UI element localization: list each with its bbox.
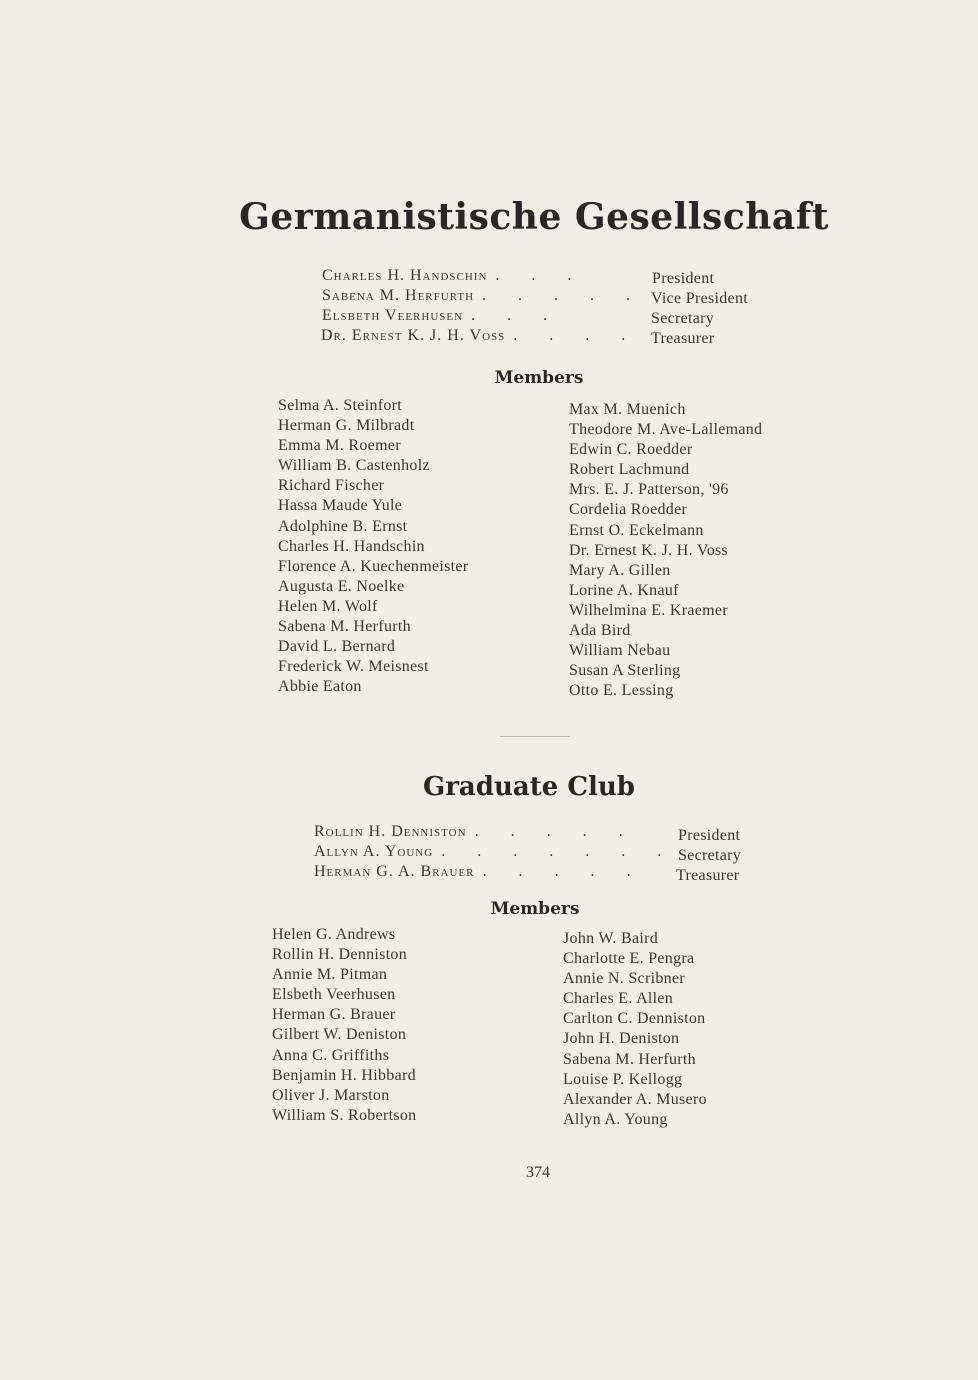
member-name: Annie M. Pitman <box>272 966 388 984</box>
member-name: Dr. Ernest K. J. H. Voss <box>569 541 729 559</box>
member-name: Annie N. Scribner <box>563 970 685 988</box>
officer-role: President <box>678 827 741 844</box>
members-list-right <box>563 929 707 1130</box>
officer-line <box>322 286 644 306</box>
member-name: Wilhelmina E. Kraemer <box>569 601 728 619</box>
member-name: Robert Lachmund <box>569 461 690 479</box>
member-name: Hassa Maude Yule <box>278 497 403 515</box>
member-name: Gilbert W. Deniston <box>272 1026 407 1044</box>
officer-name: Dr. Ernest K. J. H. Voss <box>321 327 506 344</box>
officer-role: Secretary <box>651 310 715 327</box>
officer-role: Treasurer <box>651 330 715 347</box>
member-name: Elsbeth Veerhusen <box>272 986 396 1004</box>
member-name: Helen G. Andrews <box>272 926 396 943</box>
member-name: Charlotte E. Pengra <box>563 950 695 968</box>
members-list-left <box>272 925 416 1126</box>
officer-name: Charles H. Handschin <box>322 267 488 284</box>
member-name: Otto E. Lessing <box>569 682 674 700</box>
member-name: Richard Fischer <box>278 477 385 495</box>
officer-role: Vice President <box>651 290 748 307</box>
leader-dots: . . . . . . . <box>441 843 676 860</box>
section-divider <box>500 736 570 737</box>
member-name: Mary A. Gillen <box>569 561 671 579</box>
member-name: William Nebau <box>569 642 671 660</box>
leader-dots: . . . . . <box>474 823 637 840</box>
member-name: Herman G. Milbradt <box>278 417 415 435</box>
officer-name: Herman G. A. Brauer <box>314 863 475 880</box>
member-name: Abbie Eaton <box>278 678 362 696</box>
officer-line <box>322 266 585 286</box>
officer-name: Sabena M. Herfurth <box>322 287 475 304</box>
member-name: Lorine A. Knauf <box>569 581 679 599</box>
leader-dots: . . . <box>471 307 562 324</box>
officer-role: Secretary <box>678 847 742 864</box>
member-name: Louise P. Kellogg <box>563 1070 683 1088</box>
member-name: John H. Deniston <box>563 1030 680 1048</box>
member-name: William B. Castenholz <box>278 457 430 475</box>
officer-role: President <box>652 270 715 287</box>
member-name: Herman G. Brauer <box>272 1006 396 1024</box>
member-name: Sabena M. Herfurth <box>563 1050 696 1068</box>
member-name: Helen M. Wolf <box>278 597 378 615</box>
officer-line <box>322 306 561 326</box>
page-number: 374 <box>526 1164 550 1181</box>
member-name: Susan A Sterling <box>569 662 681 680</box>
leader-dots: . . . . . <box>482 287 645 304</box>
members-list-left <box>278 396 468 697</box>
member-name: Mrs. E. J. Patterson, '96 <box>569 481 729 499</box>
member-name: Emma M. Roemer <box>278 437 401 455</box>
member-name: Oliver J. Marston <box>272 1086 390 1104</box>
member-name: Augusta E. Noelke <box>278 577 405 595</box>
officer-role: Treasurer <box>676 867 740 884</box>
members-list-right <box>569 400 762 701</box>
leader-dots: . . . <box>495 267 586 284</box>
members-heading: Members <box>494 368 584 388</box>
member-name: Sabena M. Herfurth <box>278 618 411 636</box>
officer-name: Elsbeth Veerhusen <box>322 307 464 324</box>
member-name: Selma A. Steinfort <box>278 397 403 414</box>
section-title-germanistische: Germanistische Gesellschaft <box>239 196 829 238</box>
member-name: Max M. Muenich <box>569 401 686 418</box>
member-name: Theodore M. Ave-Lallemand <box>569 421 763 439</box>
member-name: David L. Bernard <box>278 638 396 656</box>
officer-line <box>321 326 639 346</box>
officer-name: Allyn A. Young <box>314 843 434 860</box>
member-name: Adolphine B. Ernst <box>278 517 408 535</box>
member-name: Alexander A. Musero <box>563 1090 707 1108</box>
leader-dots: . . . . <box>513 327 640 344</box>
member-name: Ada Bird <box>569 622 631 640</box>
member-name: William S. Robertson <box>272 1106 417 1124</box>
member-name: Carlton C. Denniston <box>563 1010 706 1028</box>
officer-line <box>314 822 637 842</box>
members-heading: Members <box>490 899 580 919</box>
officer-line <box>314 862 644 882</box>
officer-line <box>314 842 675 862</box>
officer-name: Rollin H. Denniston <box>314 823 467 840</box>
member-name: Rollin H. Denniston <box>272 946 408 964</box>
member-name: Frederick W. Meisnest <box>278 658 429 676</box>
leader-dots: . . . . . <box>482 863 645 880</box>
member-name: Benjamin H. Hibbard <box>272 1066 416 1084</box>
member-name: Charles H. Handschin <box>278 537 425 555</box>
member-name: Charles E. Allen <box>563 990 674 1008</box>
member-name: Ernst O. Eckelmann <box>569 521 704 539</box>
member-name: Anna C. Griffiths <box>272 1046 390 1064</box>
member-name: Edwin C. Roedder <box>569 441 693 459</box>
member-name: Florence A. Kuechenmeister <box>278 557 469 575</box>
member-name: John W. Baird <box>563 930 659 947</box>
member-name: Cordelia Roedder <box>569 501 688 519</box>
member-name: Allyn A. Young <box>563 1110 668 1128</box>
section-title-graduate-club: Graduate Club <box>423 772 635 802</box>
